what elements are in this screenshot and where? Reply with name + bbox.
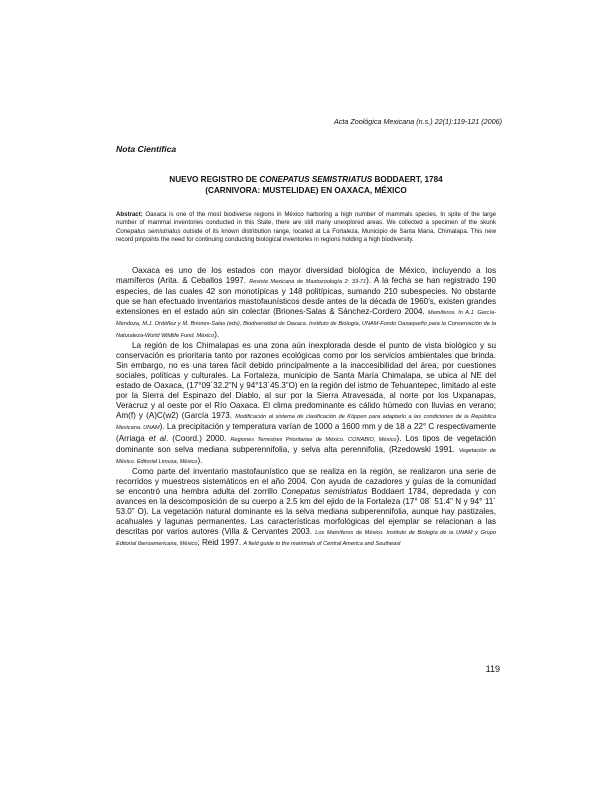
inline-citation: Regiones Terrestres Prioritarias de México. CONABIO, México bbox=[230, 436, 397, 443]
paragraph-2 bbox=[116, 341, 496, 467]
paragraph-1 bbox=[116, 266, 496, 341]
text-run: ). bbox=[214, 329, 220, 339]
journal-reference: Acta Zoológica Mexicana (n.s.) 22(1):119-121 (2006) bbox=[333, 117, 502, 126]
abstract-text: Oaxaca is one of the most biodiverse regions in México harboring a high number of mammals species. In spite of the large number of mammal inventories conducted in this State, there are still many unexplored areas. We collected a specimen of the skunk bbox=[116, 211, 496, 227]
paragraph-3 bbox=[116, 467, 496, 550]
text-run: Oaxaca es uno de los estados con mayor diversidad biológica de México, incluyendo a los mamíferos (Arita. & Ceballos 1997. bbox=[116, 266, 496, 286]
article-body bbox=[116, 266, 496, 550]
inline-citation: Revista Mexicana de Mastozoología 2: 33-71 bbox=[249, 279, 367, 286]
text-run: La región de los Chimalapas es una zona aún inexplorada desde el punto de vista biológico y su conservación es prioritaria tanto por razones ecológicas como por los servicios ambientales que brinda. Sin embargo, no es una tarea fácil debido principalmente a la inaccesibilidad del área, por cuestiones sociales, políticas y culturales. La Fortaleza, municipio de Santa María Chimalapa, se ubica al NE del estado de Oaxaca, (17°09´32.2”N y 94°13´45.3”O) en la región del istmo de Tehuantepec, limitado al este por la Sierra del Espinazo del Diablo, al sur por la Sierra Atravesada, al norte por los Uxpanapas, Veracruz y al oeste por el Río Oaxaca. El clima predominante es cálido húmedo con lluvias en verano; Am(f) y (A)C(w2) (García 1973. bbox=[116, 340, 496, 421]
text-run: ). La precipitación y temperatura varían de 1000 a 1600 mm y de 18 a 22° C respectivamente (Arriaga bbox=[116, 422, 496, 443]
page-number: 119 bbox=[485, 664, 500, 674]
text-run: ). Los tipos de vegetación dominante son selva mediana subperennifolia, y selva alta perennifolia, (Rzedowski 1991. bbox=[116, 433, 496, 454]
inline-citation: Vegetación de México. Editorial Limusa, México bbox=[116, 447, 497, 465]
text-run: ). A la fecha se han registrado 190 especies, de las cuales 42 son monotípicas y 148 politípicas, sumando 210 subespecies. No obstante que se han efectuado inventarios mastofaunísticos desde antes de la década de 1960’s, existen grandes extensiones en el estado aún sin colectar (Briones-Salas & Sánchez-Cordero 2004. bbox=[116, 276, 496, 317]
text-run: . (Coord.) 2000. bbox=[165, 433, 231, 443]
inline-citation: A field guide to the mammals of Central America and Southeast bbox=[243, 541, 401, 548]
text-run: ; Reid 1997. bbox=[197, 538, 244, 548]
species-name: Conepatus semistriatus bbox=[281, 486, 368, 496]
et-al: et al bbox=[148, 433, 166, 443]
abstract-text-end: outside of its known distribution range, located at La Fortaleza, Municipio de Santa María, Chimalapa. This new record pinpoints the need for continuing conducting biological inventories in regions holding a high biodiversity. bbox=[116, 227, 496, 243]
title-text: NUEVO REGISTRO DE bbox=[169, 175, 260, 184]
text-run: Como parte del inventario mastofaunístico que se realiza en la región, se realizaron una serie de recorridos y muestreos sistemáticos en el año 2004. Con ayuda de cazadores y guías de la comunidad se encontró una hembra adulta del zorrillo bbox=[116, 466, 496, 496]
abstract-label: Abstract: bbox=[116, 211, 143, 218]
section-label: Nota Científica bbox=[116, 144, 177, 154]
article-title bbox=[116, 175, 496, 196]
text-run: Boddaert 1784, depredada y con avances en la descomposición de su cuerpo a 2.5 km del ejido de la Fortaleza (17° 08´ 51.4” N y 94° 11´ 53.0” O). La vegetación natural dominante es la selva mediana subperennifolia, aunque hay pastizales, acahuales y lagunas permanentes. Las características morfológicas del ejemplar se relacionan a las descritas por varios autores (Villa & Cervantes 2003. bbox=[116, 486, 497, 537]
abstract bbox=[116, 211, 496, 244]
text-run: ). bbox=[197, 455, 203, 465]
inline-citation: Mamíferos. In A.J. García-Mendoza, M.J. Ordóñez y M. Briones-Salas (eds), Biodiversidad de Oaxaca. Instituto de Biología, UNAM-Fondo Oaxaqueño para la Conservación de la Naturaleza-World Wildlife Fund, México bbox=[116, 310, 496, 339]
title-line-1 bbox=[116, 175, 496, 186]
inline-citation: Modificación al sistema de clasificación de Köppen para adaptarlo a las condiciones de la República Mexicana. UNAM bbox=[116, 414, 496, 432]
abstract-species: Conepatus semistriatus bbox=[116, 227, 181, 235]
title-line-2: (CARNIVORA: MUSTELIDAE) EN OAXACA, MÉXICO bbox=[205, 185, 407, 195]
title-author-year: BODDAERT, 1784 bbox=[372, 175, 443, 184]
inline-citation: Los Mamíferos de México. Instituto de Biología de la UNAM y Grupo Editorial Iberoamericana, México bbox=[116, 530, 496, 548]
title-species: CONEPATUS SEMISTRIATUS bbox=[259, 175, 373, 184]
